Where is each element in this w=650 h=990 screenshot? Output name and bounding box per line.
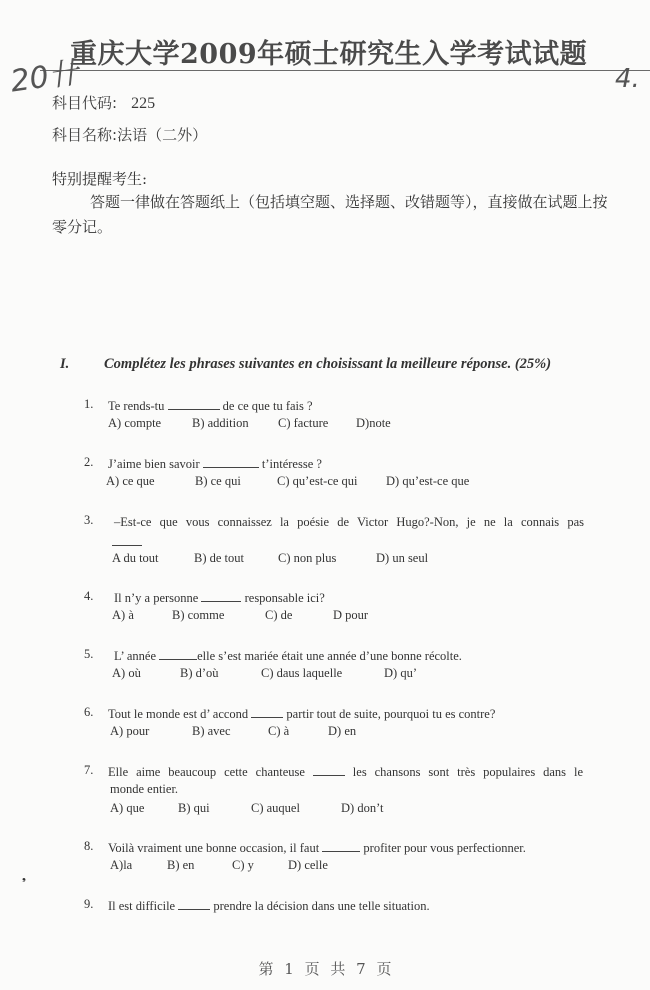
option-b: B) en bbox=[167, 858, 195, 872]
answer-blank-row bbox=[112, 535, 142, 550]
option-b: B) ce qui bbox=[195, 474, 241, 488]
option-a: A du tout bbox=[112, 551, 159, 565]
options-row bbox=[112, 608, 368, 623]
option-c: C) non plus bbox=[278, 551, 337, 565]
option-b: B) qui bbox=[178, 801, 210, 815]
option-c: C) facture bbox=[278, 416, 329, 430]
option-d: D) en bbox=[328, 724, 357, 738]
option-d: D) celle bbox=[288, 858, 328, 872]
question-number: 9. bbox=[84, 897, 94, 911]
option-d: D) don’t bbox=[341, 801, 384, 815]
option-a: A)la bbox=[110, 858, 133, 872]
subject-name-value: 法语（二外） bbox=[117, 126, 208, 144]
handwritten-mark-right: 4. bbox=[615, 64, 640, 94]
option-a: A) pour bbox=[110, 724, 150, 738]
subject-name bbox=[52, 124, 207, 145]
answer-blank bbox=[168, 399, 220, 410]
subject-name-label: 科目名称: bbox=[52, 126, 118, 144]
question-stem: Elle aime beaucoup cette chanteuse les chansons sont très populaires dans le bbox=[108, 765, 583, 779]
option-b: B) addition bbox=[192, 416, 249, 430]
option-d: D)note bbox=[356, 416, 391, 430]
answer-blank bbox=[178, 899, 210, 910]
question-stem: –Est-ce que vous connaissez la poésie de Victor Hugo?-Non, je ne la connais pas bbox=[114, 515, 584, 529]
question-number: 2. bbox=[84, 455, 94, 469]
option-b: B) comme bbox=[172, 608, 225, 622]
options-row bbox=[110, 858, 328, 873]
question-stem: Tout le monde est d’ accond partir tout de suite, pourquoi tu es contre? bbox=[108, 707, 496, 721]
section-number: I. bbox=[60, 356, 70, 372]
answer-blank bbox=[203, 457, 259, 468]
question-stem: J’aime bien savoir t’intéresse ? bbox=[108, 457, 322, 471]
option-b: B) d’où bbox=[180, 666, 219, 680]
option-d: D pour bbox=[333, 608, 369, 622]
option-a: A) où bbox=[112, 666, 141, 680]
option-b: B) avec bbox=[192, 724, 231, 738]
option-c: C) daus laquelle bbox=[261, 666, 343, 680]
scan-speck: ❟ bbox=[22, 872, 26, 883]
subject-code-value: 225 bbox=[131, 95, 156, 112]
option-a: A) que bbox=[110, 801, 145, 815]
subject-code-label: 科目代码: bbox=[52, 94, 118, 112]
options-row bbox=[110, 724, 356, 739]
question-number: 5. bbox=[84, 647, 94, 661]
option-c: C) à bbox=[268, 724, 290, 738]
question-stem: L’ année elle s’est mariée était une année d’une bonne récolte. bbox=[114, 649, 462, 663]
option-c: C) auquel bbox=[251, 801, 300, 815]
option-a: A) à bbox=[112, 608, 134, 622]
question-number: 3. bbox=[84, 513, 94, 527]
answer-blank bbox=[201, 591, 241, 602]
options-row bbox=[106, 474, 469, 489]
header-rule bbox=[40, 70, 650, 71]
answer-blank bbox=[159, 649, 197, 660]
options-row bbox=[108, 416, 391, 431]
page-footer: 第 1 页 共 7 页 bbox=[258, 960, 392, 978]
section-heading bbox=[60, 356, 551, 373]
answer-blank bbox=[313, 765, 345, 776]
question-stem: Voilà vraiment une bonne occasion, il faut profiter pour vous perfectionner. bbox=[108, 841, 526, 855]
exam-title: 重庆大学2009年硕士研究生入学考试试题 bbox=[70, 39, 588, 70]
option-d: D) qu’est-ce que bbox=[386, 474, 470, 488]
option-c: C) y bbox=[232, 858, 254, 872]
notice-text: 答题一律做在答题纸上（包括填空题、选择题、改错题等），直接做在试题上按零分记。 bbox=[52, 193, 608, 236]
question-stem: Il n’y a personne responsable ici? bbox=[114, 591, 325, 605]
option-d: D) un seul bbox=[376, 551, 429, 565]
question-number: 7. bbox=[84, 763, 94, 777]
question-number: 8. bbox=[84, 839, 94, 853]
option-a: A) ce que bbox=[106, 474, 155, 488]
option-d: D) qu’ bbox=[384, 666, 417, 680]
question-number: 6. bbox=[84, 705, 94, 719]
option-a: A) compte bbox=[108, 416, 162, 430]
answer-blank bbox=[112, 535, 142, 546]
answer-blank bbox=[251, 707, 283, 718]
answer-blank bbox=[322, 841, 360, 852]
option-c: C) de bbox=[265, 608, 293, 622]
section-instruction: Complétez les phrases suivantes en choisissant la meilleure réponse. (25%) bbox=[104, 356, 552, 372]
notice-label: 特别提醒考生: bbox=[52, 170, 148, 188]
options-row bbox=[110, 801, 383, 816]
question-stem-continued: monde entier. bbox=[110, 782, 179, 796]
option-c: C) qu’est-ce qui bbox=[277, 474, 358, 488]
question-stem: Te rends-tu de ce que tu fais ? bbox=[108, 399, 313, 413]
subject-code bbox=[52, 92, 155, 113]
question-stem: Il est difficile prendre la décision dans une telle situation. bbox=[108, 899, 430, 913]
handwritten-mark-left: 20卄 bbox=[8, 55, 81, 100]
question-number: 4. bbox=[84, 589, 94, 603]
question-number: 1. bbox=[84, 397, 94, 411]
options-row bbox=[112, 551, 428, 566]
options-row bbox=[112, 666, 417, 681]
option-b: B) de tout bbox=[194, 551, 244, 565]
